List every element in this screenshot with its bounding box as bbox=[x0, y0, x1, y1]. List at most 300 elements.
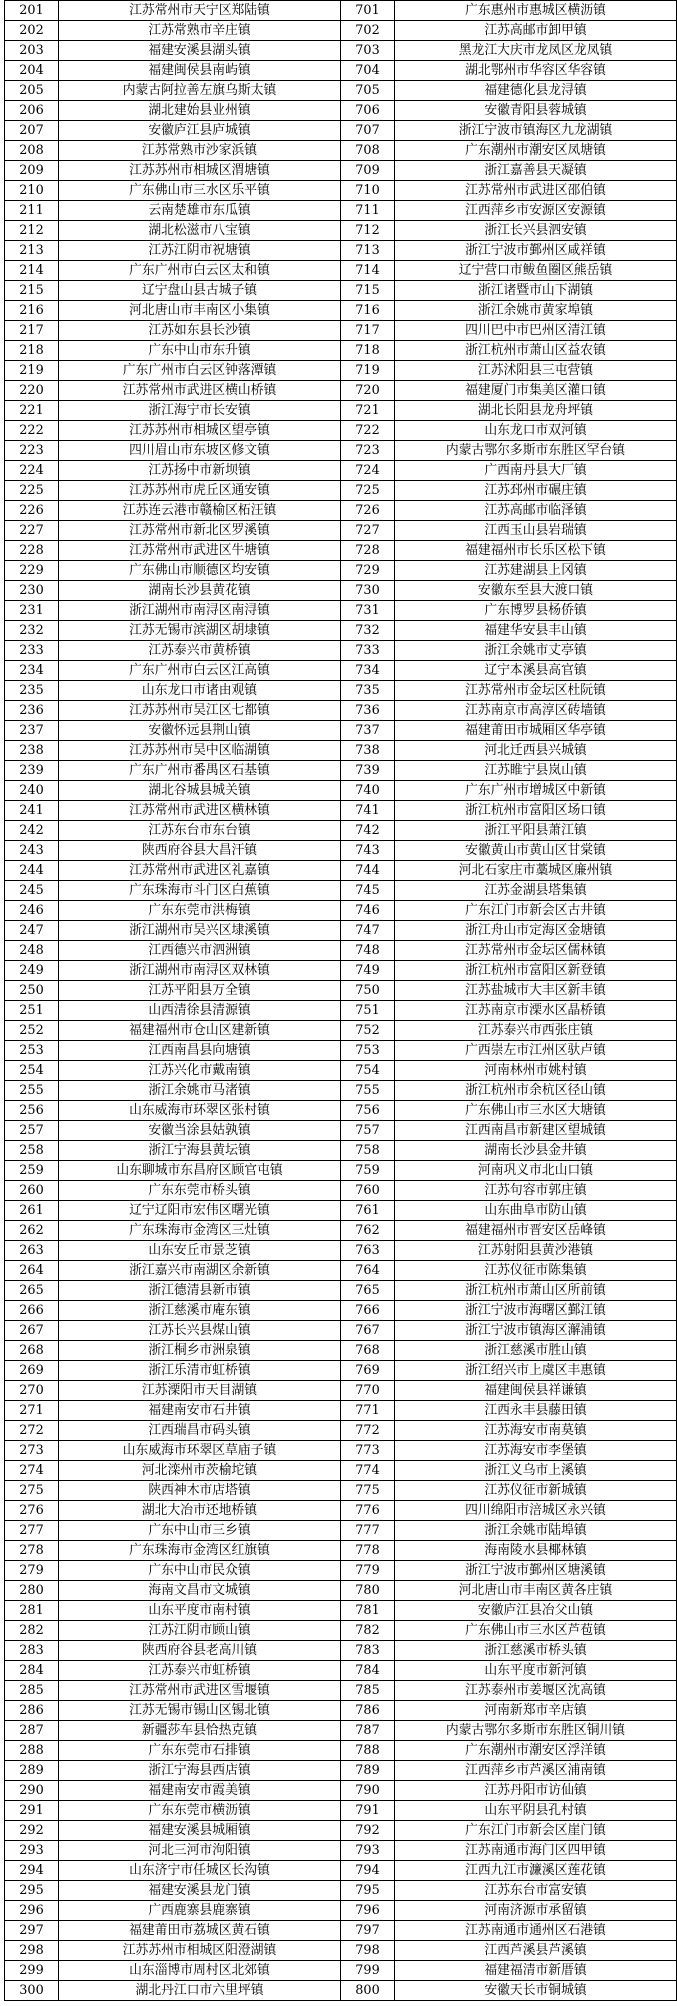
right-rank-cell: 795 bbox=[341, 1881, 395, 1901]
table-row bbox=[5, 1641, 677, 1661]
left-rank-cell: 206 bbox=[5, 101, 59, 121]
right-town-cell: 浙江杭州市萧山区益农镇 bbox=[395, 341, 677, 361]
left-town-cell: 江苏苏州市相城区渭塘镇 bbox=[59, 161, 341, 181]
left-rank-cell: 230 bbox=[5, 581, 59, 601]
left-town-cell: 广东珠海市斗门区白蕉镇 bbox=[59, 881, 341, 901]
left-rank-cell: 297 bbox=[5, 1921, 59, 1941]
right-rank-cell: 743 bbox=[341, 841, 395, 861]
left-town-cell: 江苏溧阳市天目湖镇 bbox=[59, 1381, 341, 1401]
left-town-cell: 广东东莞市横沥镇 bbox=[59, 1801, 341, 1821]
right-town-cell: 山东曲阜市防山镇 bbox=[395, 1201, 677, 1221]
right-town-cell: 安徽庐江县冶父山镇 bbox=[395, 1601, 677, 1621]
right-town-cell: 浙江余姚市丈亭镇 bbox=[395, 641, 677, 661]
right-rank-cell: 746 bbox=[341, 901, 395, 921]
right-town-cell: 江苏金湖县塔集镇 bbox=[395, 881, 677, 901]
left-rank-cell: 231 bbox=[5, 601, 59, 621]
left-town-cell: 广东珠海市金湾区红旗镇 bbox=[59, 1541, 341, 1561]
right-town-cell: 江西萍乡市安源区安源镇 bbox=[395, 201, 677, 221]
left-town-cell: 江苏常州市武进区雪堰镇 bbox=[59, 1681, 341, 1701]
right-rank-cell: 704 bbox=[341, 61, 395, 81]
right-town-cell: 内蒙古鄂尔多斯市东胜区罕台镇 bbox=[395, 441, 677, 461]
right-town-cell: 四川巴中市巴州区清江镇 bbox=[395, 321, 677, 341]
right-town-cell: 浙江杭州市余杭区径山镇 bbox=[395, 1081, 677, 1101]
left-town-cell: 湖北谷城县城关镇 bbox=[59, 781, 341, 801]
right-rank-cell: 744 bbox=[341, 861, 395, 881]
left-rank-cell: 245 bbox=[5, 881, 59, 901]
table-row bbox=[5, 101, 677, 121]
right-town-cell: 广东江门市新会区崖门镇 bbox=[395, 1821, 677, 1841]
table-row bbox=[5, 141, 677, 161]
left-rank-cell: 257 bbox=[5, 1121, 59, 1141]
left-rank-cell: 228 bbox=[5, 541, 59, 561]
right-town-cell: 江苏句容市郭庄镇 bbox=[395, 1181, 677, 1201]
left-rank-cell: 254 bbox=[5, 1061, 59, 1081]
table-row bbox=[5, 281, 677, 301]
table-row bbox=[5, 1901, 677, 1921]
left-rank-cell: 270 bbox=[5, 1381, 59, 1401]
right-town-cell: 江苏南京市溧水区晶桥镇 bbox=[395, 1001, 677, 1021]
left-town-cell: 湖北建始县业州镇 bbox=[59, 101, 341, 121]
right-town-cell: 浙江慈溪市胜山镇 bbox=[395, 1341, 677, 1361]
right-town-cell: 河北石家庄市藁城区廉州镇 bbox=[395, 861, 677, 881]
left-town-cell: 浙江乐清市虹桥镇 bbox=[59, 1361, 341, 1381]
left-rank-cell: 260 bbox=[5, 1181, 59, 1201]
right-rank-cell: 727 bbox=[341, 521, 395, 541]
table-row bbox=[5, 601, 677, 621]
right-rank-cell: 734 bbox=[341, 661, 395, 681]
left-town-cell: 江苏江阴市顾山镇 bbox=[59, 1621, 341, 1641]
left-town-cell: 江苏常州市武进区横林镇 bbox=[59, 801, 341, 821]
left-rank-cell: 299 bbox=[5, 1961, 59, 1981]
left-rank-cell: 278 bbox=[5, 1541, 59, 1561]
left-town-cell: 山东平度市南村镇 bbox=[59, 1601, 341, 1621]
left-town-cell: 江苏常州市新北区罗溪镇 bbox=[59, 521, 341, 541]
table-row bbox=[5, 1781, 677, 1801]
left-town-cell: 广东广州市白云区太和镇 bbox=[59, 261, 341, 281]
left-rank-cell: 201 bbox=[5, 1, 59, 21]
right-town-cell: 河南巩义市北山口镇 bbox=[395, 1161, 677, 1181]
table-row bbox=[5, 1581, 677, 1601]
left-town-cell: 浙江桐乡市洲泉镇 bbox=[59, 1341, 341, 1361]
left-rank-cell: 256 bbox=[5, 1101, 59, 1121]
right-town-cell: 广东潮州市潮安区浮洋镇 bbox=[395, 1741, 677, 1761]
right-rank-cell: 777 bbox=[341, 1521, 395, 1541]
table-row bbox=[5, 721, 677, 741]
left-town-cell: 山东威海市环翠区草庙子镇 bbox=[59, 1441, 341, 1461]
right-town-cell: 福建福州市长乐区松下镇 bbox=[395, 541, 677, 561]
right-rank-cell: 729 bbox=[341, 561, 395, 581]
table-row bbox=[5, 501, 677, 521]
right-town-cell: 江苏丹阳市访仙镇 bbox=[395, 1781, 677, 1801]
left-rank-cell: 279 bbox=[5, 1561, 59, 1581]
left-town-cell: 四川眉山市东坡区修文镇 bbox=[59, 441, 341, 461]
right-town-cell: 浙江杭州市富阳区新登镇 bbox=[395, 961, 677, 981]
left-town-cell: 福建安溪县龙门镇 bbox=[59, 1881, 341, 1901]
table-row bbox=[5, 1241, 677, 1261]
right-town-cell: 浙江长兴县泗安镇 bbox=[395, 221, 677, 241]
left-rank-cell: 295 bbox=[5, 1881, 59, 1901]
table-row bbox=[5, 1021, 677, 1041]
left-town-cell: 福建南安市霞美镇 bbox=[59, 1781, 341, 1801]
left-town-cell: 陕西府谷县老高川镇 bbox=[59, 1641, 341, 1661]
right-rank-cell: 797 bbox=[341, 1921, 395, 1941]
right-town-cell: 河北迁西县兴城镇 bbox=[395, 741, 677, 761]
right-town-cell: 江苏海安市南莫镇 bbox=[395, 1421, 677, 1441]
left-rank-cell: 215 bbox=[5, 281, 59, 301]
right-town-cell: 福建厦门市集美区灌口镇 bbox=[395, 381, 677, 401]
right-rank-cell: 736 bbox=[341, 701, 395, 721]
table-row bbox=[5, 1381, 677, 1401]
right-town-cell: 四川绵阳市涪城区永兴镇 bbox=[395, 1501, 677, 1521]
right-town-cell: 浙江余姚市陆埠镇 bbox=[395, 1521, 677, 1541]
right-rank-cell: 790 bbox=[341, 1781, 395, 1801]
left-town-cell: 江苏长兴县煤山镇 bbox=[59, 1321, 341, 1341]
left-town-cell: 江苏无锡市锡山区锡北镇 bbox=[59, 1701, 341, 1721]
right-town-cell: 湖南长沙县金井镇 bbox=[395, 1141, 677, 1161]
left-rank-cell: 208 bbox=[5, 141, 59, 161]
left-rank-cell: 213 bbox=[5, 241, 59, 261]
left-town-cell: 广东东莞市洪梅镇 bbox=[59, 901, 341, 921]
left-rank-cell: 247 bbox=[5, 921, 59, 941]
right-town-cell: 河南济源市承留镇 bbox=[395, 1901, 677, 1921]
left-rank-cell: 266 bbox=[5, 1301, 59, 1321]
right-rank-cell: 769 bbox=[341, 1361, 395, 1381]
left-town-cell: 广东佛山市顺德区均安镇 bbox=[59, 561, 341, 581]
right-rank-cell: 798 bbox=[341, 1941, 395, 1961]
right-town-cell: 山东平度市新河镇 bbox=[395, 1661, 677, 1681]
left-rank-cell: 277 bbox=[5, 1521, 59, 1541]
right-rank-cell: 789 bbox=[341, 1761, 395, 1781]
left-town-cell: 福建安溪县城厢镇 bbox=[59, 1821, 341, 1841]
left-rank-cell: 210 bbox=[5, 181, 59, 201]
right-rank-cell: 774 bbox=[341, 1461, 395, 1481]
left-town-cell: 山西清徐县清源镇 bbox=[59, 1001, 341, 1021]
left-rank-cell: 235 bbox=[5, 681, 59, 701]
left-rank-cell: 220 bbox=[5, 381, 59, 401]
right-town-cell: 广东博罗县杨侨镇 bbox=[395, 601, 677, 621]
right-town-cell: 福建福州市晋安区岳峰镇 bbox=[395, 1221, 677, 1241]
left-town-cell: 云南楚雄市东瓜镇 bbox=[59, 201, 341, 221]
left-rank-cell: 252 bbox=[5, 1021, 59, 1041]
right-rank-cell: 758 bbox=[341, 1141, 395, 1161]
right-rank-cell: 725 bbox=[341, 481, 395, 501]
right-rank-cell: 800 bbox=[341, 1981, 395, 2001]
right-rank-cell: 748 bbox=[341, 941, 395, 961]
left-town-cell: 河北唐山市丰南区小集镇 bbox=[59, 301, 341, 321]
right-rank-cell: 724 bbox=[341, 461, 395, 481]
table-row bbox=[5, 121, 677, 141]
right-town-cell: 山东平阴县孔村镇 bbox=[395, 1801, 677, 1821]
right-town-cell: 浙江绍兴市上虞区丰惠镇 bbox=[395, 1361, 677, 1381]
right-rank-cell: 785 bbox=[341, 1681, 395, 1701]
left-rank-cell: 240 bbox=[5, 781, 59, 801]
right-town-cell: 广西崇左市江州区驮卢镇 bbox=[395, 1041, 677, 1061]
left-rank-cell: 268 bbox=[5, 1341, 59, 1361]
left-rank-cell: 243 bbox=[5, 841, 59, 861]
left-rank-cell: 271 bbox=[5, 1401, 59, 1421]
left-rank-cell: 214 bbox=[5, 261, 59, 281]
right-rank-cell: 713 bbox=[341, 241, 395, 261]
right-town-cell: 江苏泰兴市西张庄镇 bbox=[395, 1021, 677, 1041]
left-town-cell: 江西德兴市泗洲镇 bbox=[59, 941, 341, 961]
right-rank-cell: 788 bbox=[341, 1741, 395, 1761]
table-row bbox=[5, 41, 677, 61]
table-row bbox=[5, 781, 677, 801]
right-rank-cell: 739 bbox=[341, 761, 395, 781]
table-row bbox=[5, 841, 677, 861]
right-town-cell: 浙江宁波市镇海区九龙湖镇 bbox=[395, 121, 677, 141]
table-row bbox=[5, 1721, 677, 1741]
right-rank-cell: 775 bbox=[341, 1481, 395, 1501]
right-rank-cell: 761 bbox=[341, 1201, 395, 1221]
right-rank-cell: 780 bbox=[341, 1581, 395, 1601]
left-rank-cell: 265 bbox=[5, 1281, 59, 1301]
left-rank-cell: 273 bbox=[5, 1441, 59, 1461]
left-rank-cell: 291 bbox=[5, 1801, 59, 1821]
right-town-cell: 浙江舟山市定海区金塘镇 bbox=[395, 921, 677, 941]
left-town-cell: 浙江湖州市南浔区南浔镇 bbox=[59, 601, 341, 621]
left-rank-cell: 232 bbox=[5, 621, 59, 641]
right-rank-cell: 753 bbox=[341, 1041, 395, 1061]
right-rank-cell: 784 bbox=[341, 1661, 395, 1681]
table-row bbox=[5, 1261, 677, 1281]
left-town-cell: 山东聊城市东昌府区顾官屯镇 bbox=[59, 1161, 341, 1181]
left-town-cell: 江西瑞昌市码头镇 bbox=[59, 1421, 341, 1441]
left-rank-cell: 287 bbox=[5, 1721, 59, 1741]
left-town-cell: 江苏常州市武进区牛塘镇 bbox=[59, 541, 341, 561]
right-town-cell: 江苏睢宁县岚山镇 bbox=[395, 761, 677, 781]
left-town-cell: 江苏常州市武进区礼嘉镇 bbox=[59, 861, 341, 881]
right-rank-cell: 723 bbox=[341, 441, 395, 461]
table-row bbox=[5, 1681, 677, 1701]
right-town-cell: 海南陵水县椰林镇 bbox=[395, 1541, 677, 1561]
left-town-cell: 广东东莞市桥头镇 bbox=[59, 1181, 341, 1201]
right-rank-cell: 740 bbox=[341, 781, 395, 801]
table-row bbox=[5, 381, 677, 401]
table-row bbox=[5, 1921, 677, 1941]
left-town-cell: 江苏苏州市吴中区临湖镇 bbox=[59, 741, 341, 761]
left-town-cell: 江苏常熟市沙家浜镇 bbox=[59, 141, 341, 161]
right-rank-cell: 732 bbox=[341, 621, 395, 641]
left-town-cell: 山东威海市环翠区张村镇 bbox=[59, 1101, 341, 1121]
table-row bbox=[5, 261, 677, 281]
right-town-cell: 浙江杭州市富阳区场口镇 bbox=[395, 801, 677, 821]
left-rank-cell: 255 bbox=[5, 1081, 59, 1101]
right-rank-cell: 778 bbox=[341, 1541, 395, 1561]
left-town-cell: 湖南长沙县黄花镇 bbox=[59, 581, 341, 601]
right-rank-cell: 799 bbox=[341, 1961, 395, 1981]
table-row bbox=[5, 1821, 677, 1841]
left-rank-cell: 298 bbox=[5, 1941, 59, 1961]
right-town-cell: 江西萍乡市芦溪区浦南镇 bbox=[395, 1761, 677, 1781]
right-town-cell: 浙江杭州市萧山区所前镇 bbox=[395, 1281, 677, 1301]
right-town-cell: 广东广州市增城区中新镇 bbox=[395, 781, 677, 801]
right-rank-cell: 716 bbox=[341, 301, 395, 321]
table-row bbox=[5, 361, 677, 381]
ranking-table-body bbox=[5, 1, 677, 2001]
left-rank-cell: 237 bbox=[5, 721, 59, 741]
left-town-cell: 江苏泰兴市虹桥镇 bbox=[59, 1661, 341, 1681]
left-town-cell: 广东中山市民众镇 bbox=[59, 1561, 341, 1581]
table-row bbox=[5, 1001, 677, 1021]
right-rank-cell: 703 bbox=[341, 41, 395, 61]
left-rank-cell: 293 bbox=[5, 1841, 59, 1861]
left-rank-cell: 225 bbox=[5, 481, 59, 501]
left-rank-cell: 267 bbox=[5, 1321, 59, 1341]
left-rank-cell: 218 bbox=[5, 341, 59, 361]
right-town-cell: 浙江余姚市黄家埠镇 bbox=[395, 301, 677, 321]
table-row bbox=[5, 741, 677, 761]
right-rank-cell: 701 bbox=[341, 1, 395, 21]
left-rank-cell: 244 bbox=[5, 861, 59, 881]
table-row bbox=[5, 1701, 677, 1721]
left-rank-cell: 261 bbox=[5, 1201, 59, 1221]
right-town-cell: 江苏仪征市新城镇 bbox=[395, 1481, 677, 1501]
right-town-cell: 山东龙口市双河镇 bbox=[395, 421, 677, 441]
left-rank-cell: 202 bbox=[5, 21, 59, 41]
left-town-cell: 福建南安市石井镇 bbox=[59, 1401, 341, 1421]
left-town-cell: 海南文昌市文城镇 bbox=[59, 1581, 341, 1601]
right-town-cell: 江苏常州市金坛区儒林镇 bbox=[395, 941, 677, 961]
table-row bbox=[5, 1421, 677, 1441]
left-rank-cell: 286 bbox=[5, 1701, 59, 1721]
right-town-cell: 福建莆田市城厢区华亭镇 bbox=[395, 721, 677, 741]
left-town-cell: 浙江嘉兴市南湖区余新镇 bbox=[59, 1261, 341, 1281]
right-rank-cell: 711 bbox=[341, 201, 395, 221]
left-rank-cell: 207 bbox=[5, 121, 59, 141]
table-row bbox=[5, 1461, 677, 1481]
table-row bbox=[5, 1501, 677, 1521]
left-rank-cell: 234 bbox=[5, 661, 59, 681]
right-town-cell: 安徽黄山市黄山区甘棠镇 bbox=[395, 841, 677, 861]
table-row bbox=[5, 201, 677, 221]
right-rank-cell: 763 bbox=[341, 1241, 395, 1261]
left-town-cell: 浙江湖州市吴兴区埭溪镇 bbox=[59, 921, 341, 941]
right-rank-cell: 721 bbox=[341, 401, 395, 421]
left-town-cell: 广东广州市白云区钟落潭镇 bbox=[59, 361, 341, 381]
left-town-cell: 广东广州市白云区江高镇 bbox=[59, 661, 341, 681]
right-town-cell: 江苏高邮市临泽镇 bbox=[395, 501, 677, 521]
table-row bbox=[5, 161, 677, 181]
right-town-cell: 江西芦溪县芦溪镇 bbox=[395, 1941, 677, 1961]
table-row bbox=[5, 401, 677, 421]
left-rank-cell: 242 bbox=[5, 821, 59, 841]
left-town-cell: 山东龙口市诸由观镇 bbox=[59, 681, 341, 701]
left-rank-cell: 246 bbox=[5, 901, 59, 921]
left-town-cell: 江苏东台市东台镇 bbox=[59, 821, 341, 841]
table-row bbox=[5, 1761, 677, 1781]
table-row bbox=[5, 1061, 677, 1081]
left-town-cell: 江苏苏州市相城区阳澄湖镇 bbox=[59, 1941, 341, 1961]
table-row bbox=[5, 1321, 677, 1341]
left-rank-cell: 205 bbox=[5, 81, 59, 101]
left-rank-cell: 212 bbox=[5, 221, 59, 241]
right-town-cell: 河南新郑市辛店镇 bbox=[395, 1701, 677, 1721]
table-row bbox=[5, 961, 677, 981]
right-town-cell: 广东佛山市三水区大塘镇 bbox=[395, 1101, 677, 1121]
left-rank-cell: 276 bbox=[5, 1501, 59, 1521]
right-town-cell: 广东佛山市三水区芦苞镇 bbox=[395, 1621, 677, 1641]
right-town-cell: 江苏高邮市卸甲镇 bbox=[395, 21, 677, 41]
right-town-cell: 浙江慈溪市桥头镇 bbox=[395, 1641, 677, 1661]
left-rank-cell: 236 bbox=[5, 701, 59, 721]
left-town-cell: 安徽当涂县姑孰镇 bbox=[59, 1121, 341, 1141]
right-town-cell: 江西九江市濂溪区莲花镇 bbox=[395, 1861, 677, 1881]
right-town-cell: 江苏邳州市碾庄镇 bbox=[395, 481, 677, 501]
right-rank-cell: 738 bbox=[341, 741, 395, 761]
right-rank-cell: 742 bbox=[341, 821, 395, 841]
table-row bbox=[5, 1361, 677, 1381]
table-row bbox=[5, 1181, 677, 1201]
table-row bbox=[5, 1141, 677, 1161]
right-rank-cell: 750 bbox=[341, 981, 395, 1001]
table-row bbox=[5, 921, 677, 941]
left-rank-cell: 223 bbox=[5, 441, 59, 461]
table-row bbox=[5, 1661, 677, 1681]
left-town-cell: 广东中山市东升镇 bbox=[59, 341, 341, 361]
table-row bbox=[5, 181, 677, 201]
right-rank-cell: 710 bbox=[341, 181, 395, 201]
right-town-cell: 江苏南通市海门区四甲镇 bbox=[395, 1841, 677, 1861]
right-town-cell: 广东惠州市惠城区横沥镇 bbox=[395, 1, 677, 21]
right-town-cell: 江苏南通市通州区石港镇 bbox=[395, 1921, 677, 1941]
table-row bbox=[5, 1161, 677, 1181]
right-rank-cell: 754 bbox=[341, 1061, 395, 1081]
table-row bbox=[5, 941, 677, 961]
table-row bbox=[5, 1, 677, 21]
ranking-table bbox=[4, 0, 677, 2001]
left-town-cell: 广东中山市三乡镇 bbox=[59, 1521, 341, 1541]
right-town-cell: 江苏沭阳县三屯营镇 bbox=[395, 361, 677, 381]
right-town-cell: 江苏射阳县黄沙港镇 bbox=[395, 1241, 677, 1261]
table-row bbox=[5, 1961, 677, 1981]
right-rank-cell: 709 bbox=[341, 161, 395, 181]
right-town-cell: 湖北长阳县龙舟坪镇 bbox=[395, 401, 677, 421]
table-row bbox=[5, 81, 677, 101]
table-row bbox=[5, 1401, 677, 1421]
right-rank-cell: 773 bbox=[341, 1441, 395, 1461]
right-rank-cell: 719 bbox=[341, 361, 395, 381]
table-row bbox=[5, 1221, 677, 1241]
left-rank-cell: 229 bbox=[5, 561, 59, 581]
left-town-cell: 江苏苏州市吴江区七都镇 bbox=[59, 701, 341, 721]
left-rank-cell: 258 bbox=[5, 1141, 59, 1161]
left-town-cell: 广东广州市番禺区石基镇 bbox=[59, 761, 341, 781]
table-row bbox=[5, 1441, 677, 1461]
left-town-cell: 江苏扬中市新坝镇 bbox=[59, 461, 341, 481]
table-row bbox=[5, 621, 677, 641]
left-rank-cell: 300 bbox=[5, 1981, 59, 2001]
right-rank-cell: 702 bbox=[341, 21, 395, 41]
left-town-cell: 江苏苏州市相城区望亭镇 bbox=[59, 421, 341, 441]
right-town-cell: 广西南丹县大厂镇 bbox=[395, 461, 677, 481]
right-rank-cell: 779 bbox=[341, 1561, 395, 1581]
table-row bbox=[5, 1561, 677, 1581]
left-town-cell: 陕西府谷县大昌汗镇 bbox=[59, 841, 341, 861]
left-rank-cell: 204 bbox=[5, 61, 59, 81]
right-rank-cell: 759 bbox=[341, 1161, 395, 1181]
left-town-cell: 安徽怀远县荆山镇 bbox=[59, 721, 341, 741]
right-town-cell: 福建华安县丰山镇 bbox=[395, 621, 677, 641]
right-town-cell: 湖北鄂州市华容区华容镇 bbox=[395, 61, 677, 81]
left-rank-cell: 262 bbox=[5, 1221, 59, 1241]
left-rank-cell: 285 bbox=[5, 1681, 59, 1701]
right-rank-cell: 717 bbox=[341, 321, 395, 341]
right-town-cell: 广东江门市新会区古井镇 bbox=[395, 901, 677, 921]
table-row bbox=[5, 1121, 677, 1141]
right-town-cell: 辽宁营口市鲅鱼圈区熊岳镇 bbox=[395, 261, 677, 281]
left-town-cell: 浙江德清县新市镇 bbox=[59, 1281, 341, 1301]
